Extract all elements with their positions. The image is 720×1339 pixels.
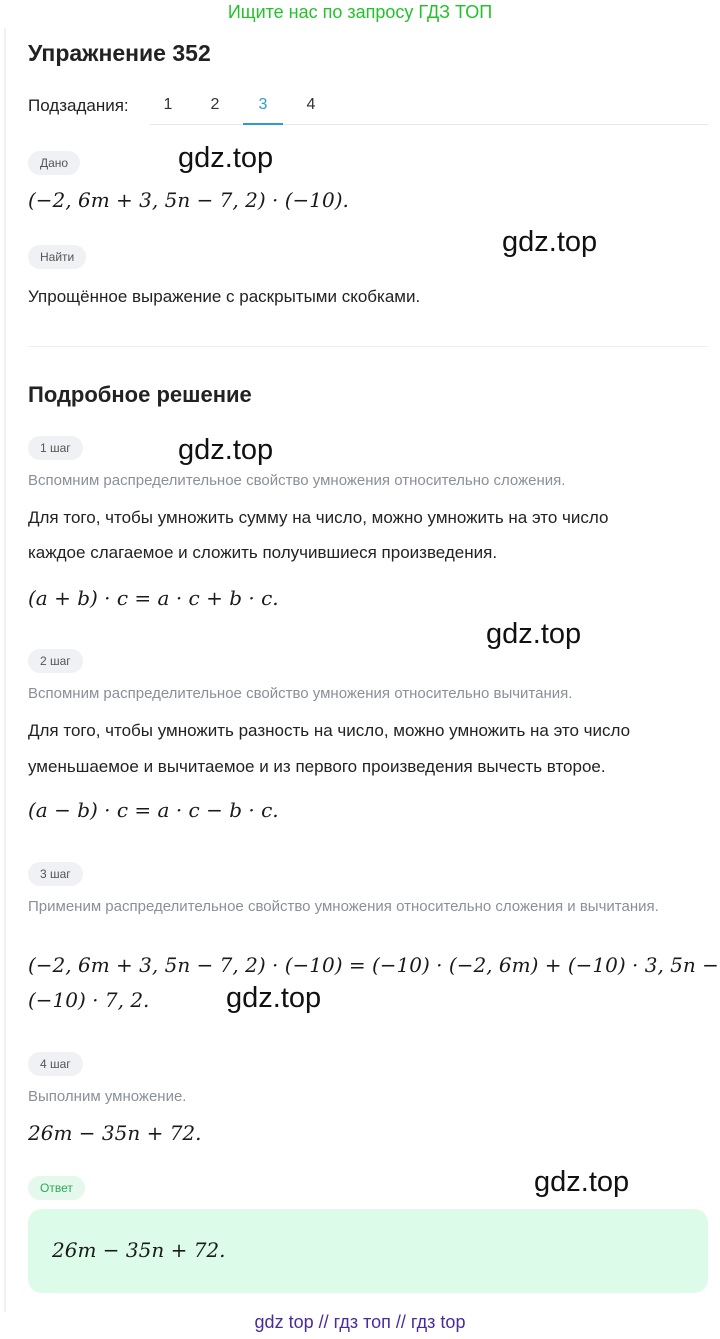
answer-value: 26m − 35n + 72.: [52, 1238, 226, 1262]
tab-subtask-2[interactable]: 2: [210, 96, 220, 113]
step-3-formula-line-1: (−2, 6m + 3, 5n − 7, 2) · (−10) = (−10) · (−2, 6m) + (−10) · 3, 5n −: [28, 953, 719, 977]
step-2-formula: (a − b) · c = a · c − b · c.: [28, 798, 279, 822]
step-3-badge: 3 шаг: [28, 862, 83, 886]
promo-banner: Ищите нас по запросу ГДЗ ТОП: [227, 2, 493, 22]
active-tab-indicator: [243, 123, 283, 125]
exercise-card: [4, 28, 720, 1312]
step-3-formula-line-2: (−10) · 7, 2.: [28, 988, 150, 1012]
watermark: gdz.top: [534, 1166, 630, 1198]
step-4-badge: 4 шаг: [28, 1052, 83, 1076]
given-badge: Дано: [28, 151, 80, 175]
footer-links[interactable]: gdz top // гдз топ // гдз top: [254, 1312, 466, 1332]
step-3-hint: Применим распределительное свойство умножения относительно сложения и вычитания.: [28, 898, 659, 915]
section-divider: [28, 346, 708, 347]
watermark: gdz.top: [486, 618, 582, 650]
watermark: gdz.top: [502, 226, 598, 258]
step-2-text-line-2: уменьшаемое и вычитаемое и из первого произведения вычесть второе.: [28, 757, 606, 776]
step-4-hint: Выполним умножение.: [28, 1088, 187, 1105]
step-1-hint: Вспомним распределительное свойство умножения относительно сложения.: [28, 472, 566, 489]
tab-subtask-1[interactable]: 1: [163, 96, 173, 113]
step-1-text-line-2: каждое слагаемое и сложить получившиеся произведения.: [28, 543, 498, 562]
step-2-badge: 2 шаг: [28, 649, 83, 673]
tabs-divider: [150, 124, 708, 125]
watermark: gdz.top: [178, 142, 274, 174]
answer-badge: Ответ: [28, 1176, 85, 1200]
find-badge: Найти: [28, 245, 86, 269]
given-expression: (−2, 6m + 3, 5n − 7, 2) · (−10).: [28, 188, 349, 212]
step-4-formula: 26m − 35n + 72.: [28, 1121, 202, 1145]
watermark: gdz.top: [178, 434, 274, 466]
watermark: gdz.top: [226, 982, 322, 1014]
step-1-formula: (a + b) · c = a · c + b · c.: [28, 586, 279, 610]
step-2-text-line-1: Для того, чтобы умножить разность на число, можно умножить на это число: [28, 721, 631, 740]
tab-subtask-4[interactable]: 4: [306, 96, 316, 113]
find-text: Упрощённое выражение с раскрытыми скобками.: [28, 287, 421, 306]
page-title: Упражнение 352: [28, 40, 211, 66]
tab-subtask-3[interactable]: 3: [258, 96, 268, 113]
step-1-badge: 1 шаг: [28, 436, 83, 460]
solution-title: Подробное решение: [28, 382, 252, 407]
step-1-text-line-1: Для того, чтобы умножить сумму на число, можно умножить на это число: [28, 508, 609, 527]
subtasks-label: Подзадания:: [28, 96, 129, 115]
step-2-hint: Вспомним распределительное свойство умножения относительно вычитания.: [28, 685, 573, 702]
